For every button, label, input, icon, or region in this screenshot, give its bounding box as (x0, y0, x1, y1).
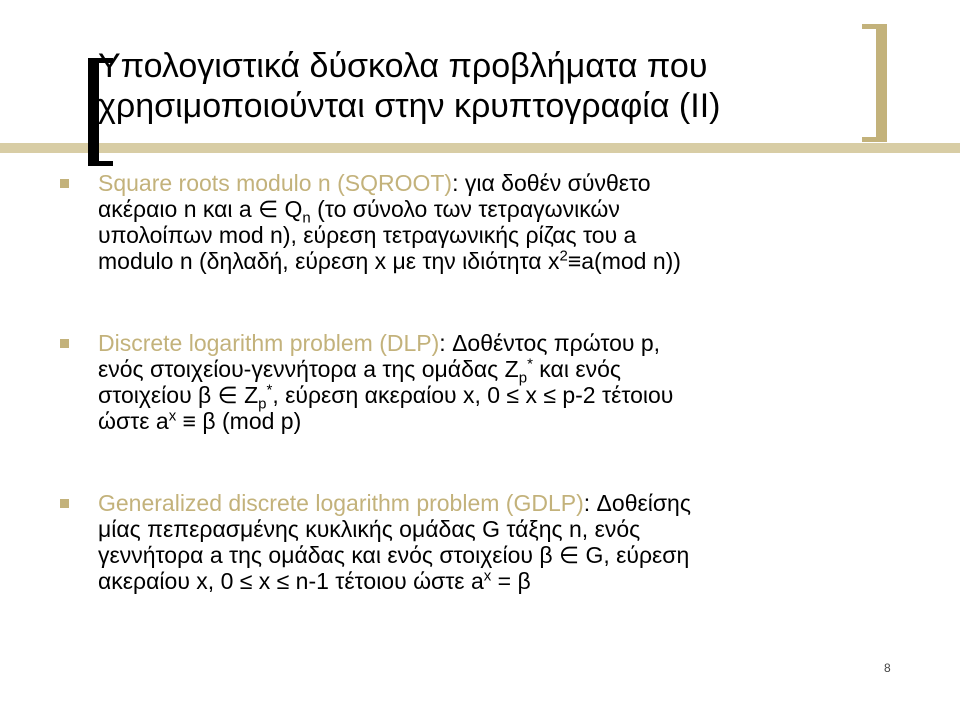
bullet-text: ενός στοιχείου-γεννήτορα a της ομάδας Z (98, 356, 519, 382)
bullet-text: ≡a(mod n)) (567, 248, 681, 274)
right-bracket-top (862, 24, 887, 29)
superscript: * (266, 381, 273, 399)
bullet-text: Δοθέντος πρώτου p, (452, 330, 661, 356)
superscript: x (483, 567, 492, 585)
right-bracket-bottom (862, 137, 887, 142)
bullet-text: και ενός (532, 356, 621, 382)
page-number: 8 (884, 661, 891, 675)
bullet-dlp (60, 330, 940, 434)
term-separator: : (583, 490, 597, 516)
bullet-line: μίας πεπερασμένης κυκλικής ομάδας G τάξης n, ενός (98, 516, 641, 542)
term-separator: : (439, 330, 453, 356)
bullet-line: γεννήτορα a της ομάδας και ενός στοιχείου β ∈ G, εύρεση (98, 542, 690, 568)
bullet-text: modulo n (δηλαδή, εύρεση x με την ιδιότητα x (98, 248, 560, 274)
superscript: x (168, 407, 177, 425)
bullet-square-icon (60, 339, 69, 348)
term-separator: : (452, 170, 465, 196)
title-line-1: Υπολογιστικά δύσκολα προβλήματα που (98, 47, 708, 85)
bullet-line (98, 196, 940, 227)
subscript: p (258, 395, 267, 413)
bullet-text: Δοθείσης (596, 490, 691, 516)
bullet-gdlp (60, 490, 940, 594)
bullet-text: = β (491, 568, 531, 594)
bullet-square-icon (60, 179, 69, 188)
subscript: p (518, 369, 528, 387)
bullet-line (98, 381, 940, 413)
bullet-text: ακεραίου x, 0 ≤ x ≤ n-1 τέτοιου ώστε a (98, 568, 484, 594)
bullet-text: στοιχείου β ∈ Z (98, 382, 259, 408)
bullet-square-icon (60, 499, 69, 508)
superscript: 2 (559, 247, 568, 265)
bullet-line (98, 568, 940, 594)
bullet-sqroot (60, 170, 940, 274)
bullet-term: Generalized discrete logarithm problem (GDLP) (98, 490, 584, 516)
bullet-line (98, 330, 940, 356)
bullet-line (98, 490, 940, 516)
superscript: * (527, 355, 533, 373)
bullet-line (98, 248, 940, 274)
bullet-text: , εύρεση ακεραίου x, 0 ≤ x ≤ p-2 τέτοιου (272, 382, 674, 408)
title-line-2: χρησιμοποιούνται στην κρυπτογραφία (ΙΙ) (98, 87, 721, 125)
bullet-text: (το σύνολο των τετραγωνικών (310, 196, 620, 222)
slide-title (98, 46, 878, 126)
bullet-line (98, 355, 940, 387)
bullet-list (60, 170, 940, 650)
bullet-text: ώστε a (98, 408, 169, 434)
bullet-text: ακέραιο n και a ∈ Q (98, 196, 303, 222)
left-bracket-bottom (88, 161, 113, 166)
bullet-line (98, 170, 940, 196)
subscript: n (302, 209, 311, 227)
bullet-term: Discrete logarithm problem (DLP) (98, 330, 440, 356)
bullet-term: Square roots modulo n (SQROOT) (98, 170, 453, 196)
bullet-line (98, 408, 940, 434)
title-rule (0, 143, 960, 153)
bullet-text: ≡ β (mod p) (176, 408, 302, 434)
bullet-line: υπολοίπων mod n), εύρεση τετραγωνικής ρίζας του a (98, 222, 637, 248)
bullet-text: για δοθέν σύνθετο (464, 170, 651, 196)
